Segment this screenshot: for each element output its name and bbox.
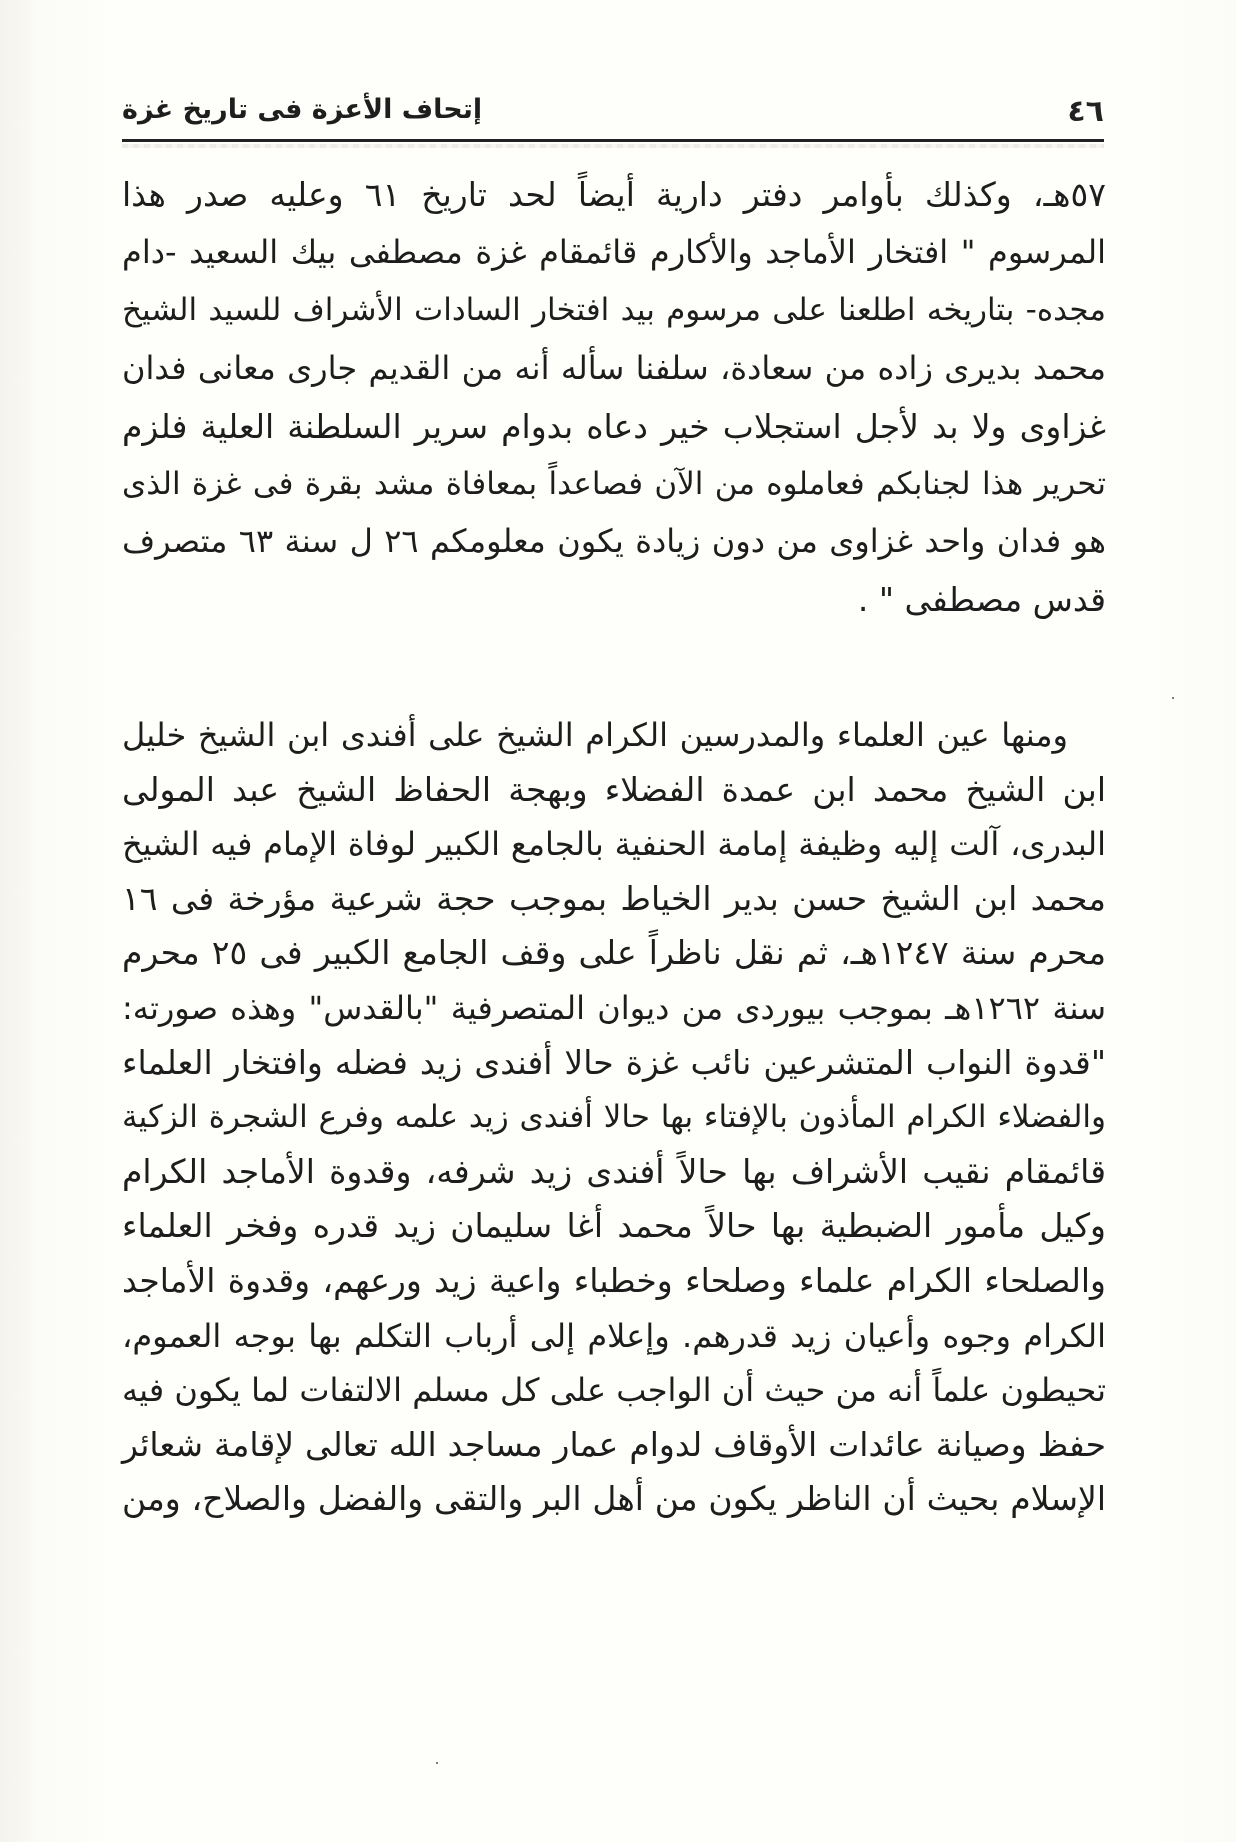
text-line: ومنها عين العلماء والمدرسين الكرام الشيخ على أفندى ابن الشيخ خليل — [122, 716, 1068, 754]
scan-speck — [436, 1762, 438, 1764]
text-line: هو فدان واحد غزاوى من دون زيادة يكون معلومكم ٢٦ ل سنة ٦٣ متصرف — [122, 522, 1107, 561]
text-line: المرسوم " افتخار الأماجد والأكارم قائمقام غزة مصطفى بيك السعيد -دام — [122, 232, 1106, 271]
text-line: والصلحاء الكرام علماء وصلحاء وخطباء واعية زيد ورعهم، وقدوة الأماجد — [122, 1260, 1106, 1300]
book-title: إتحاف الأعزة فى تاريخ غزة — [122, 94, 483, 125]
text-line: محمد ابن الشيخ حسن بدير الخياط بموجب حجة شرعية مؤرخة فى ١٦ — [122, 878, 1106, 918]
page-number: ٤٦ — [1067, 94, 1104, 129]
text-line: قائمقام نقيب الأشراف بها حالاً أفندى زيد شرفه، وقدوة الأماجد الكرام — [122, 1151, 1106, 1191]
scan-speck — [1172, 697, 1174, 699]
text-line: قدس مصطفى " . — [857, 580, 1106, 620]
text-line: غزاوى ولا بد لأجل استجلاب خير دعاه بدوام سرير السلطنة العلية فلزم — [122, 406, 1106, 446]
text-line: "قدوة النواب المتشرعين نائب غزة حالا أفندى زيد فضله وافتخار العلماء — [122, 1042, 1106, 1082]
text-line: سنة ١٢٦٢هـ بموجب بيوردى من ديوان المتصرفية "بالقدس" وهذه صورته: — [122, 988, 1107, 1027]
text-line: البدرى، آلت إليه وظيفة إمامة الحنفية بالجامع الكبير لوفاة الإمام فيه الشيخ — [122, 825, 1106, 864]
header-rule — [122, 139, 1104, 142]
text-line: تحيطون علماً أنه من حيث أن الواجب على كل مسلم الالتفات لما يكون فيه — [122, 1371, 1106, 1410]
text-line: والفضلاء الكرام المأذون بالإفتاء بها حالا أفندى زيد علمه وفرع الشجرة الزكية — [122, 1099, 1106, 1136]
header-rule-shadow — [122, 144, 1104, 148]
text-line: حفظ وصيانة عائدات الأوقاف لدوام عمار مساجد الله تعالى لإقامة شعائر — [122, 1424, 1106, 1464]
paragraph-2 — [122, 708, 1106, 1527]
text-line: وكيل مأمور الضبطية بها حالاً محمد أغا سليمان زيد قدره وفخر العلماء — [122, 1206, 1106, 1246]
text-line: ابن الشيخ محمد ابن عمدة الفضلاء وبهجة الحفاظ الشيخ عبد المولى — [122, 769, 1106, 809]
text-line: ٥٧هـ، وكذلك بأوامر دفتر دارية أيضاً لحد تاريخ ٦١ وعليه صدر هذا — [122, 175, 1106, 214]
text-line: مجده- بتاريخه اطلعنا على مرسوم بيد افتخار السادات الأشراف للسيد الشيخ — [122, 291, 1106, 328]
text-line: الإسلام بحيث أن الناظر يكون من أهل البر والتقى والفضل والصلاح، ومن — [122, 1479, 1106, 1519]
paragraph-1 — [122, 166, 1106, 629]
text-line: محمد بديرى زاده من سعادة، سلفنا سأله أنه من القديم جارى معانى فدان — [122, 348, 1106, 387]
text-line: محرم سنة ١٢٤٧هـ، ثم نقل ناظراً على وقف الجامع الكبير فى ٢٥ محرم — [122, 933, 1106, 973]
running-head — [122, 88, 1106, 132]
text-line: تحرير هذا لجنابكم فعاملوه من الآن فصاعداً بمعافاة مشد بقرة فى غزة الذى — [122, 465, 1106, 502]
text-line: الكرام وجوه وأعيان زيد قدرهم. وإعلام إلى أرباب التكلم بها بوجه العموم، — [122, 1316, 1106, 1355]
